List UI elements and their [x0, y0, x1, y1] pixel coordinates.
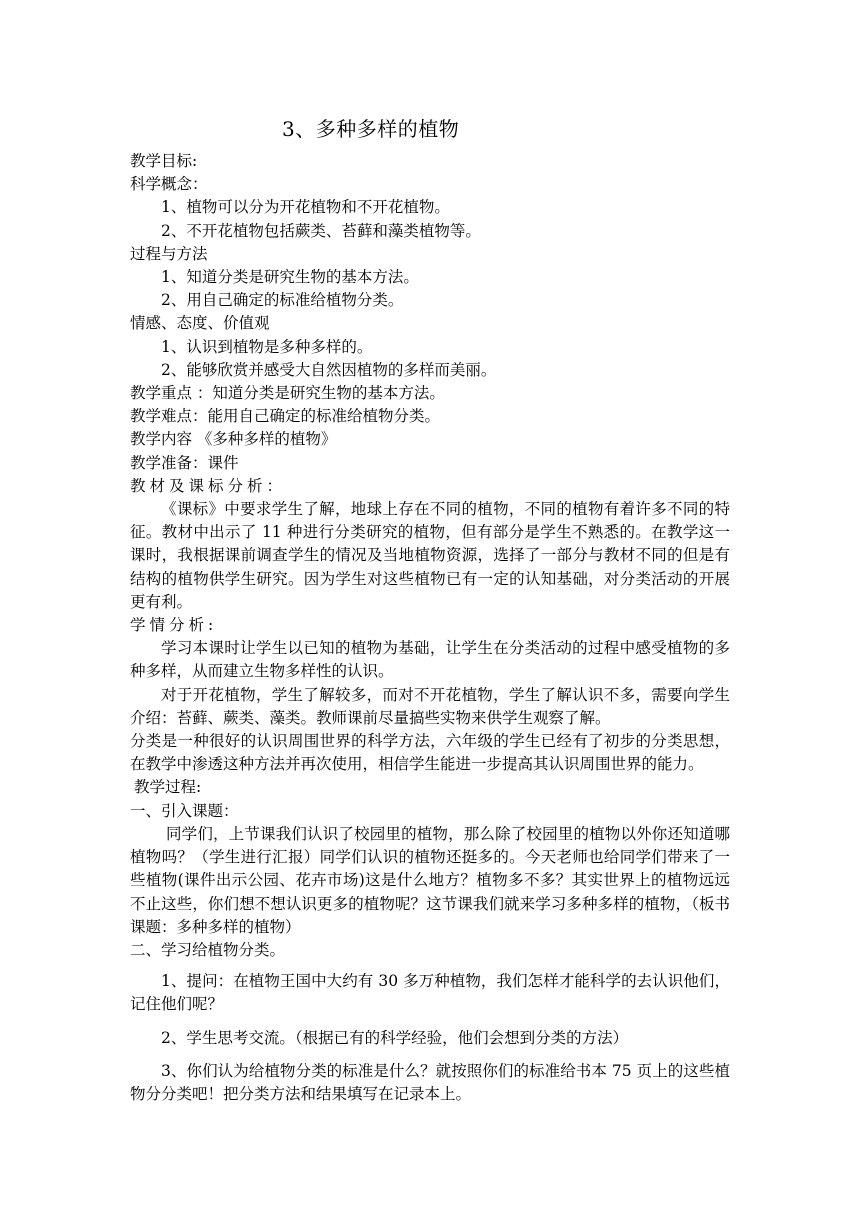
process-method-item: 1、知道分类是研究生物的基本方法。: [161, 268, 419, 287]
process-heading: 教学过程:: [134, 778, 202, 797]
key-point: 教学重点 ：知道分类是研究生物的基本方法。: [130, 384, 445, 403]
student-analysis-paragraph: 分类是一种很好的认识周围世界的科学方法，六年级的学生已经有了初步的分类思想，在教学中渗透这种方法并再次使用，相信学生能进一步提高其认识周围世界的能力。: [130, 732, 730, 774]
difficulty: 教学难点：能用自己确定的标准给植物分类。: [130, 407, 441, 426]
section-item: 3、你们认为给植物分类的标准是什么？就按照你们的标准给书本 75 页上的这些植物分分类吧！把分类方法和结果填写在记录本上。: [130, 1061, 730, 1103]
textbook-analysis-paragraph: 《课标》中要求学生了解，地球上存在不同的植物，不同的植物有着许多不同的特征。教材中出示了 11 种进行分类研究的植物，但有部分是学生不熟悉的。在教学这一课时，我根据课前调查学生的情况及当地植物资源，选择了一部分与教材不同的但是有结构的植物供学生研究。因为学生对这些植物已有一定的认知基础，对分类活动的开展更有利。: [130, 500, 730, 611]
student-analysis-paragraph: 对于开花植物，学生了解较多，而对不开花植物，学生了解认识不多，需要向学生介绍：苔藓、蕨类、藻类。教师课前尽量搞些实物来供学生观察了解。: [130, 685, 730, 727]
section-item: 1、提问：在植物王国中大约有 30 多万种植物，我们怎样才能科学的去认识他们，记住他们呢？: [130, 972, 730, 1014]
teaching-preparation: 教学准备：课件: [130, 453, 239, 472]
document-body: [130, 150, 730, 1106]
science-concept-item: 1、植物可以分为开花植物和不开花植物。: [161, 198, 450, 217]
teaching-content: 教学内容 《多种多样的植物》: [130, 430, 337, 449]
process-method-item: 2、用自己确定的标准给植物分类。: [161, 291, 404, 310]
attitude-value-item: 2、能够欣赏并感受大自然因植物的多样而美丽。: [161, 360, 497, 379]
science-concept-item: 2、不开花植物包括蕨类、苔藓和藻类植物等。: [161, 221, 481, 240]
attitude-values-heading: 情感、态度、价值观: [130, 314, 270, 333]
student-analysis-paragraph: 学习本课时让学生以已知的植物为基础，让学生在分类活动的过程中感受植物的多种多样，从而建立生物多样性的认识。: [130, 639, 730, 681]
attitude-value-item: 1、认识到植物是多种多样的。: [161, 337, 373, 356]
page-title: 3、多种多样的植物: [282, 117, 460, 141]
student-analysis-heading: 学情分析:: [130, 616, 218, 635]
section-paragraph: 同学们，上节课我们认识了校园里的植物，那么除了校园里的植物以外你还知道哪植物吗？（学生进行汇报）同学们认识的植物还挺多的。今天老师也给同学们带来了一些植物(课件出示公园、花卉市场)这是什么地方？植物多不多？其实世界上的植物远远不止这些，你们想不想认识更多的植物呢？这节课我们就来学习多种多样的植物，（板书课题：多种多样的植物）: [130, 824, 730, 936]
textbook-analysis-heading: 教材及课标分析：: [130, 476, 287, 495]
section-heading: 一、引入课题：: [130, 801, 239, 820]
objectives-heading: 教学目标:: [130, 152, 198, 170]
process-methods-heading: 过程与方法: [130, 244, 208, 263]
section-item: 2、学生思考交流。（根据已有的科学经验，他们会想到分类的方法）: [161, 1028, 629, 1047]
section-heading: 二、学习给植物分类。: [130, 940, 286, 959]
science-concepts-heading: 科学概念：: [130, 175, 208, 194]
